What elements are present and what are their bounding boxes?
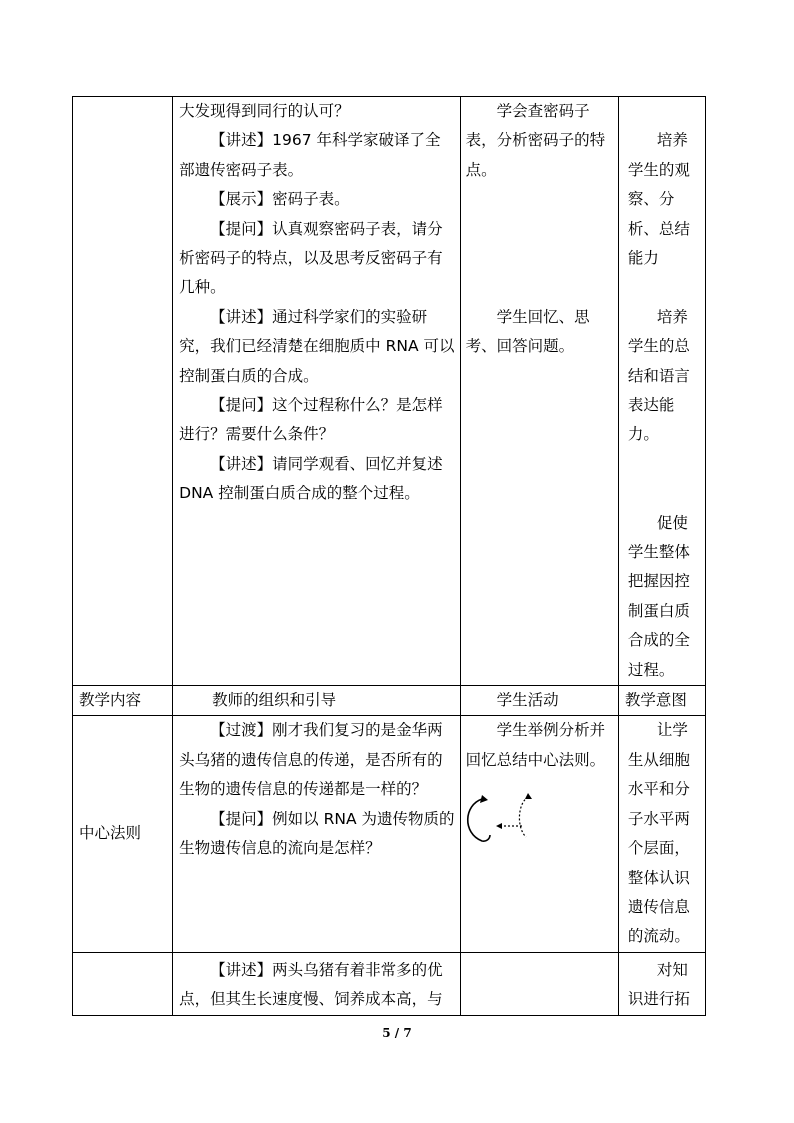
- teacher-cell: [173, 716, 460, 952]
- horizontal-arrowhead-icon: [496, 823, 502, 829]
- teacher-paragraph: 【提问】认真观察密码子表，请分析密码子的特点，以及思考反密码子有几种。: [179, 219, 443, 297]
- teacher-paragraph: 【过渡】刚才我们复习的是金华两头乌猪的遗传信息的传递，是否所有的生物的遗传信息的传递都是一样的？: [179, 721, 443, 799]
- purpose-paragraph: 培养学生的总结和语言表达能力。: [627, 307, 690, 444]
- content-cell: [73, 952, 173, 1015]
- solid-curved-arrow-icon: [467, 799, 489, 841]
- purpose-paragraph: 培养学生的观察、分析、总结能力: [627, 131, 690, 268]
- dotted-curved-arrow-icon: [519, 797, 528, 837]
- teacher-paragraph: 【讲述】两头乌猪有着非常多的优点，但其生长速度慢、饲养成本高，与: [179, 960, 443, 1009]
- student-cell: [460, 716, 618, 952]
- purpose-cell: [618, 97, 705, 686]
- table-header-row: [73, 686, 706, 716]
- teacher-paragraph: 【讲述】通过科学家们的实验研究，我们已经清楚在细胞质中 RNA 可以控制蛋白质的合成。: [179, 307, 455, 385]
- content-cell: 中心法则: [73, 716, 173, 952]
- purpose-paragraph: 让学生从细胞水平和分子水平两个层面，整体认识遗传信息的流动。: [627, 721, 690, 946]
- teacher-paragraph: 【提问】例如以 RNA 为遗传物质的生物遗传信息的流向是怎样？: [179, 809, 455, 858]
- table-row: [73, 952, 706, 1015]
- teacher-paragraph: 【展示】密码子表。: [210, 190, 350, 209]
- purpose-paragraph: 促使学生整体把握因控制蛋白质合成的全过程。: [627, 513, 690, 679]
- teacher-paragraph: 【提问】这个过程称什么？是怎样进行？需要什么条件？: [179, 396, 443, 444]
- page-number: 5 / 7: [382, 1026, 412, 1040]
- teacher-paragraph: 大发现得到同行的认可？: [179, 102, 350, 120]
- student-paragraph: 学会查密码子表，分析密码子的特点。: [465, 102, 606, 179]
- table-row: [73, 716, 706, 952]
- student-paragraph: 学生举例分析并回忆总结中心法则。: [465, 721, 606, 769]
- teacher-cell: [173, 952, 460, 1015]
- dotted-arrowhead-icon: [525, 793, 532, 799]
- student-paragraph: 学生回忆、思考、回答问题。: [465, 307, 590, 356]
- purpose-cell: [618, 952, 705, 1015]
- purpose-paragraph: 对知识进行拓: [627, 960, 690, 1009]
- teacher-paragraph: 【讲述】1967 年科学家破译了全部遗传密码子表。: [179, 131, 441, 179]
- student-cell: [460, 97, 618, 686]
- table-row: [73, 97, 706, 686]
- solid-arrowhead-icon: [480, 795, 488, 803]
- central-dogma-arrows-figure: [464, 791, 544, 847]
- purpose-cell: [618, 716, 705, 952]
- lesson-plan-table: [72, 96, 706, 1016]
- header-content: 教学内容: [73, 686, 173, 716]
- content-cell: [73, 97, 173, 686]
- teacher-cell: [173, 97, 460, 686]
- header-student: 学生活动: [460, 686, 618, 716]
- student-cell: [460, 952, 618, 1015]
- teacher-paragraph: 【讲述】请同学观看、回忆并复述 DNA 控制蛋白质合成的整个过程。: [179, 454, 443, 503]
- header-teacher: 教师的组织和引导: [173, 686, 460, 716]
- header-purpose: 教学意图: [618, 686, 705, 716]
